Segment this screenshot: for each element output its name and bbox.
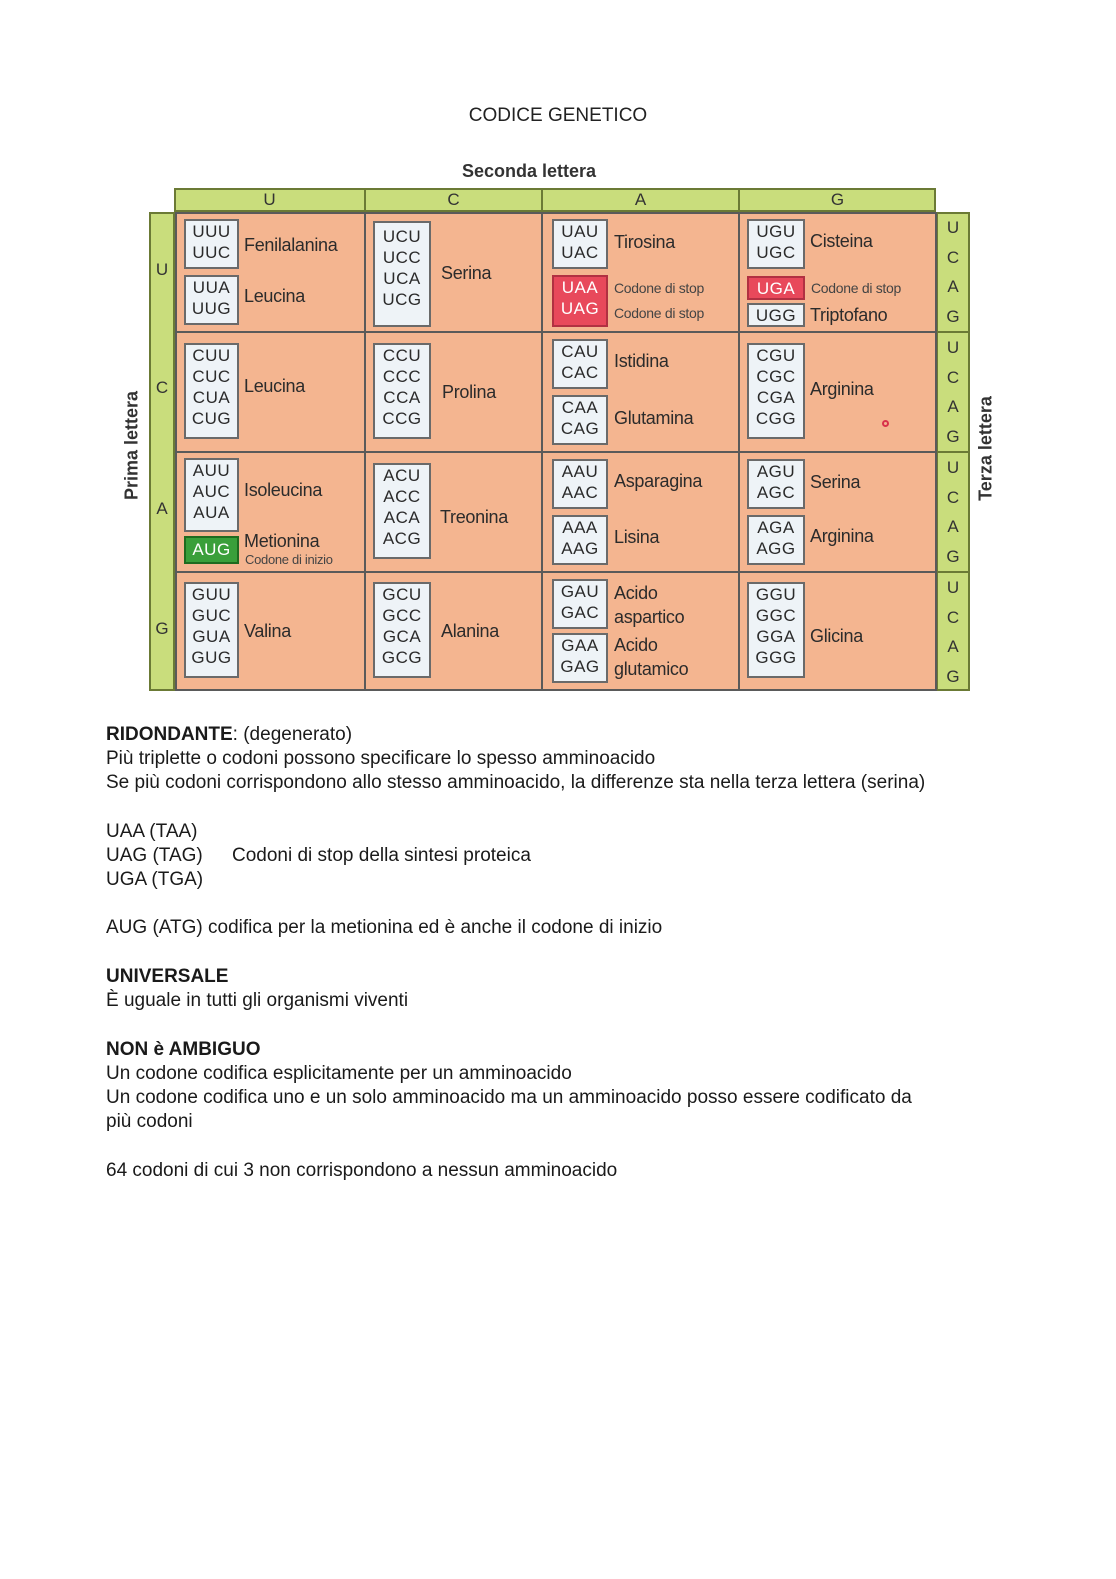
amino-acid-name: Tirosina: [614, 232, 675, 252]
stop-codon-label: Codone di stop: [614, 280, 704, 296]
marker-dot: [882, 420, 889, 427]
codon-group: AGA AGG: [747, 515, 805, 565]
stop-codon-group: UAA UAG: [552, 275, 608, 327]
second-letter-g: G: [830, 190, 845, 209]
cell-ug: [738, 212, 937, 333]
amino-acid-name: Acido: [614, 635, 658, 655]
third-letters-row-a: U C A G: [946, 458, 960, 566]
amino-acid-name: Leucina: [244, 376, 305, 396]
non-ambiguo-line-2: Un codone codifica uno e un solo amminoacido ma un amminoacido posso essere codificato da: [106, 1087, 912, 1108]
codon-group: UGG: [747, 303, 805, 327]
codon-group: GCU GCC GCA GCG: [373, 582, 431, 678]
cell-gc: [364, 571, 543, 691]
cell-cg: [738, 331, 937, 453]
genetic-code-table: [0, 0, 1116, 720]
codon-group: AGU AGC: [747, 459, 805, 509]
ridondante-heading-line: [106, 723, 352, 747]
amino-acid-name: aspartico: [614, 607, 685, 627]
amino-acid-name: glutamico: [614, 659, 689, 679]
second-letter-c: C: [447, 190, 460, 209]
cell-cc: [364, 331, 543, 453]
amino-acid-name: Triptofano: [810, 305, 888, 325]
cell-au: [175, 451, 366, 573]
stop-codon-3: UGA (TGA): [106, 869, 204, 890]
stop-codon-1: UAA (TAA): [106, 821, 198, 842]
codon-group: UCU UCC UCA UCG: [373, 221, 431, 327]
third-letters-row-g: U C A G: [946, 578, 960, 686]
codon-group: CAU CAC: [552, 339, 608, 389]
first-letter-label: Prima lettera: [121, 390, 142, 501]
cell-ua: [541, 212, 740, 333]
ridondante-line-1: Più triplette o codoni possono specificare lo spesso amminoacido: [106, 748, 656, 769]
amino-acid-name: Glicina: [810, 626, 863, 646]
codon-group: UAU UAC: [552, 219, 608, 269]
amino-acid-name: Serina: [441, 263, 492, 283]
third-letter-label: Terza lettera: [975, 396, 996, 501]
amino-acid-name: Glutamina: [614, 408, 694, 428]
page-title: CODICE GENETICO: [468, 105, 648, 126]
codon-group: ACU ACC ACA ACG: [373, 463, 431, 559]
cell-uu: [175, 212, 366, 333]
codon-group: AAA AAG: [552, 515, 608, 565]
cell-gu: [175, 571, 366, 691]
amino-acid-name: Serina: [810, 472, 861, 492]
third-letters-row-c: U C A G: [946, 338, 960, 446]
cell-ag: [738, 451, 937, 573]
codon-group: AUU AUC AUA: [184, 458, 239, 532]
codon-group: CUU CUC CUA CUG: [184, 343, 239, 439]
cell-uc: [364, 212, 543, 333]
codon-group: CCU CCC CCA CCG: [373, 343, 431, 439]
second-letter-label: Seconda lettera: [462, 161, 597, 181]
codon-group: GAA GAG: [552, 633, 608, 683]
cell-aa: [541, 451, 740, 573]
cell-cu: [175, 331, 366, 453]
start-codon-group: AUG: [184, 536, 239, 564]
start-codon-text: AUG (ATG) codifica per la metionina ed è anche il codone di inizio: [106, 917, 663, 938]
codon-group: CGU CGC CGA CGG: [747, 343, 805, 439]
codon-group: UGU UGC: [747, 219, 805, 269]
amino-acid-name: Arginina: [810, 379, 874, 399]
ridondante-heading: RIDONDANTE: [106, 724, 233, 745]
cell-ca: [541, 331, 740, 453]
amino-acid-name: Alanina: [441, 621, 499, 641]
codon-group: GAU GAC: [552, 579, 608, 629]
stop-codon-2: UAG (TAG): [106, 845, 203, 866]
stop-codon-label: Codone di stop: [811, 280, 901, 296]
stop-codon-group: UGA: [747, 276, 805, 300]
amino-acid-name: Leucina: [244, 286, 305, 306]
start-codon-label: Codone di inizio: [245, 552, 333, 567]
codon-group: GGU GGC GGA GGG: [747, 582, 805, 678]
first-letter-c: C: [155, 378, 169, 397]
amino-acid-name: Fenilalanina: [244, 235, 338, 255]
amino-acid-name: Treonina: [440, 507, 508, 527]
non-ambiguo-heading: NON è AMBIGUO: [106, 1039, 261, 1060]
footer-text: 64 codoni di cui 3 non corrispondono a nessun amminoacido: [106, 1160, 618, 1181]
amino-acid-name: Cisteina: [810, 231, 873, 251]
amino-acid-name: Valina: [244, 621, 291, 641]
amino-acid-name: Lisina: [614, 527, 660, 547]
stop-codon-label: Codone di stop: [614, 305, 704, 321]
codon-group: AAU AAC: [552, 459, 608, 509]
codon-group: UUA UUG: [184, 275, 239, 325]
ridondante-heading-suffix: : (degenerato): [232, 724, 353, 745]
second-letter-a: A: [634, 190, 647, 209]
third-letters-row-u: U C A G: [946, 218, 960, 326]
codon-group: GUU GUC GUA GUG: [184, 582, 239, 678]
codon-group: UUU UUC: [184, 219, 239, 269]
cell-gg: [738, 571, 937, 691]
amino-acid-name: Metionina: [244, 531, 320, 551]
amino-acid-name: Arginina: [810, 526, 874, 546]
non-ambiguo-line-3: più codoni: [106, 1111, 193, 1132]
amino-acid-name: Istidina: [614, 351, 669, 371]
cell-ac: [364, 451, 543, 573]
non-ambiguo-line-1: Un codone codifica esplicitamente per un amminoacido: [106, 1063, 572, 1084]
second-letter-u: U: [263, 190, 276, 209]
amino-acid-name: Isoleucina: [244, 480, 323, 500]
ridondante-line-2: Se più codoni corrispondono allo stesso amminoacido, la differenze sta nella terza lettera (serina): [106, 772, 926, 793]
first-letter-u: U: [155, 260, 169, 279]
amino-acid-name: Acido: [614, 583, 658, 603]
universale-line-1: È uguale in tutti gli organismi viventi: [106, 990, 409, 1011]
codon-group: CAA CAG: [552, 395, 608, 445]
amino-acid-name: Asparagina: [614, 471, 703, 491]
stop-codon-label: Codoni di stop della sintesi proteica: [232, 845, 531, 866]
first-letter-a: A: [156, 499, 168, 518]
cell-ga: [541, 571, 740, 691]
amino-acid-name: Prolina: [442, 382, 496, 402]
universale-heading: UNIVERSALE: [106, 966, 229, 987]
first-letter-g: G: [155, 619, 169, 638]
